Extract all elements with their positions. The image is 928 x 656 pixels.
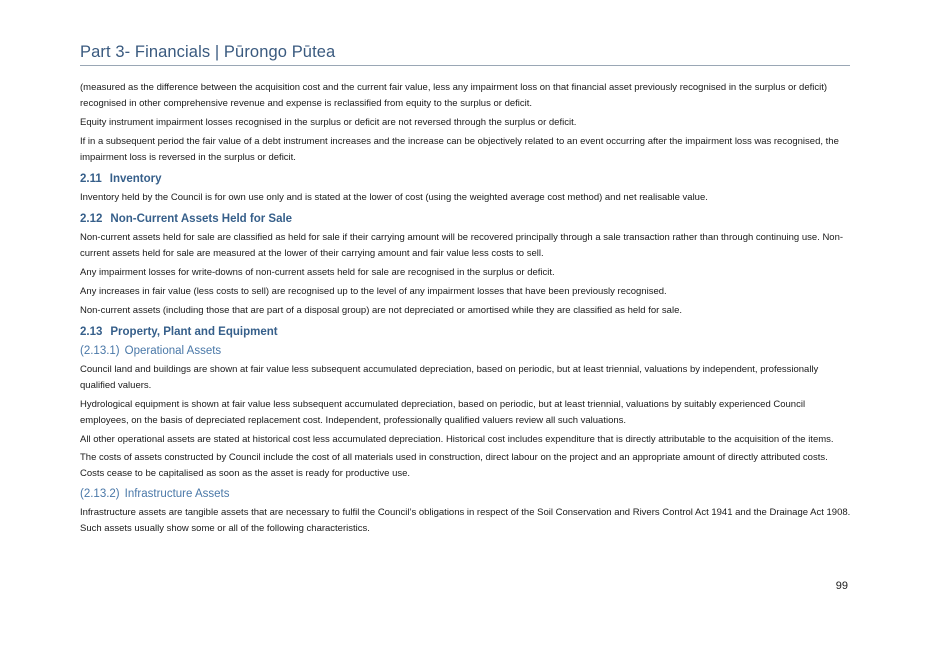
subsection-number: (2.13.1) xyxy=(80,344,120,357)
paragraph: Infrastructure assets are tangible assets that are necessary to fulfil the Council’s obligations in respect of the Soil Conservation and Rivers Control Act 1941 and the Drainage Act 1908. Such assets usually show some or all of the following characteristics. xyxy=(80,506,851,534)
page-header xyxy=(80,43,850,66)
paragraph: Any impairment losses for write-downs of non-current assets held for sale are recognised in the surplus or deficit. xyxy=(80,267,555,279)
subsection-title: Infrastructure Assets xyxy=(124,487,230,500)
paragraph: Hydrological equipment is shown at fair value less subsequent accumulated depreciation, based on periodic, but at least triennial, valuations by suitably experienced Council employees, on the basis of depreciated replacement cost. Independent, professionally qualified valuers review all such valuations. xyxy=(80,398,806,426)
paragraph: Any increases in fair value (less costs to sell) are recognised up to the level of any impairment losses that have been previously recognised. xyxy=(80,285,667,297)
section-heading-inventory xyxy=(80,171,852,187)
section-title: Property, Plant and Equipment xyxy=(110,325,278,338)
subsection-title: Operational Assets xyxy=(124,344,222,357)
section-title: Non-Current Assets Held for Sale xyxy=(110,213,293,226)
page-content xyxy=(80,80,852,540)
section-title: Inventory xyxy=(109,173,162,186)
section-heading-assets-held-for-sale xyxy=(80,211,852,227)
paragraph: All other operational assets are stated at historical cost less accumulated depreciation. Historical cost includes expenditure that is directly attributable to the acquisition of the items. xyxy=(80,433,834,445)
section-number: 2.11 xyxy=(80,173,102,186)
paragraph: Non-current assets held for sale are classified as held for sale if their carrying amount will be recovered principally through a sale transaction rather than through continuing use. Non-current assets held for sale are measured at the lower of their carrying amount and fair value less costs to sell. xyxy=(80,232,844,260)
paragraph: Council land and buildings are shown at fair value less subsequent accumulated depreciation, based on periodic, but at least triennial, valuations by independent, professionally qualified valuers. xyxy=(80,363,819,391)
paragraph: The costs of assets constructed by Council include the cost of all materials used in construction, direct labour on the project and an appropriate amount of directly attributed costs. Costs cease to be capitalised as soon as the asset is ready for productive use. xyxy=(80,452,828,480)
page-number: 99 xyxy=(835,580,848,592)
paragraph: If in a subsequent period the fair value of a debt instrument increases and the increase can be objectively related to an event occurring after the impairment loss was recognised, the impairment loss is reversed in the surplus or deficit. xyxy=(80,135,839,163)
page-title: Part 3- Financials | Pūrongo Pūtea xyxy=(80,43,336,61)
subsection-heading-operational-assets xyxy=(80,343,852,359)
subsection-heading-infrastructure-assets xyxy=(80,486,852,502)
paragraph: Equity instrument impairment losses recognised in the surplus or deficit are not reversed through the surplus or deficit. xyxy=(80,116,577,128)
section-heading-property-plant-equipment xyxy=(80,324,852,340)
paragraph: Non-current assets (including those that are part of a disposal group) are not depreciated or amortised while they are classified as held for sale. xyxy=(80,304,682,316)
paragraph: (measured as the difference between the acquisition cost and the current fair value, less any impairment loss on that financial asset previously recognised in the surplus or deficit) recognised in other comprehensive revenue and expense is reclassified from equity to the surplus or deficit. xyxy=(80,82,828,110)
section-number: 2.12 xyxy=(80,213,103,226)
subsection-number: (2.13.2) xyxy=(80,487,120,500)
paragraph: Inventory held by the Council is for own use only and is stated at the lower of cost (using the weighted average cost method) and net realisable value. xyxy=(80,192,708,204)
section-number: 2.13 xyxy=(80,325,103,338)
